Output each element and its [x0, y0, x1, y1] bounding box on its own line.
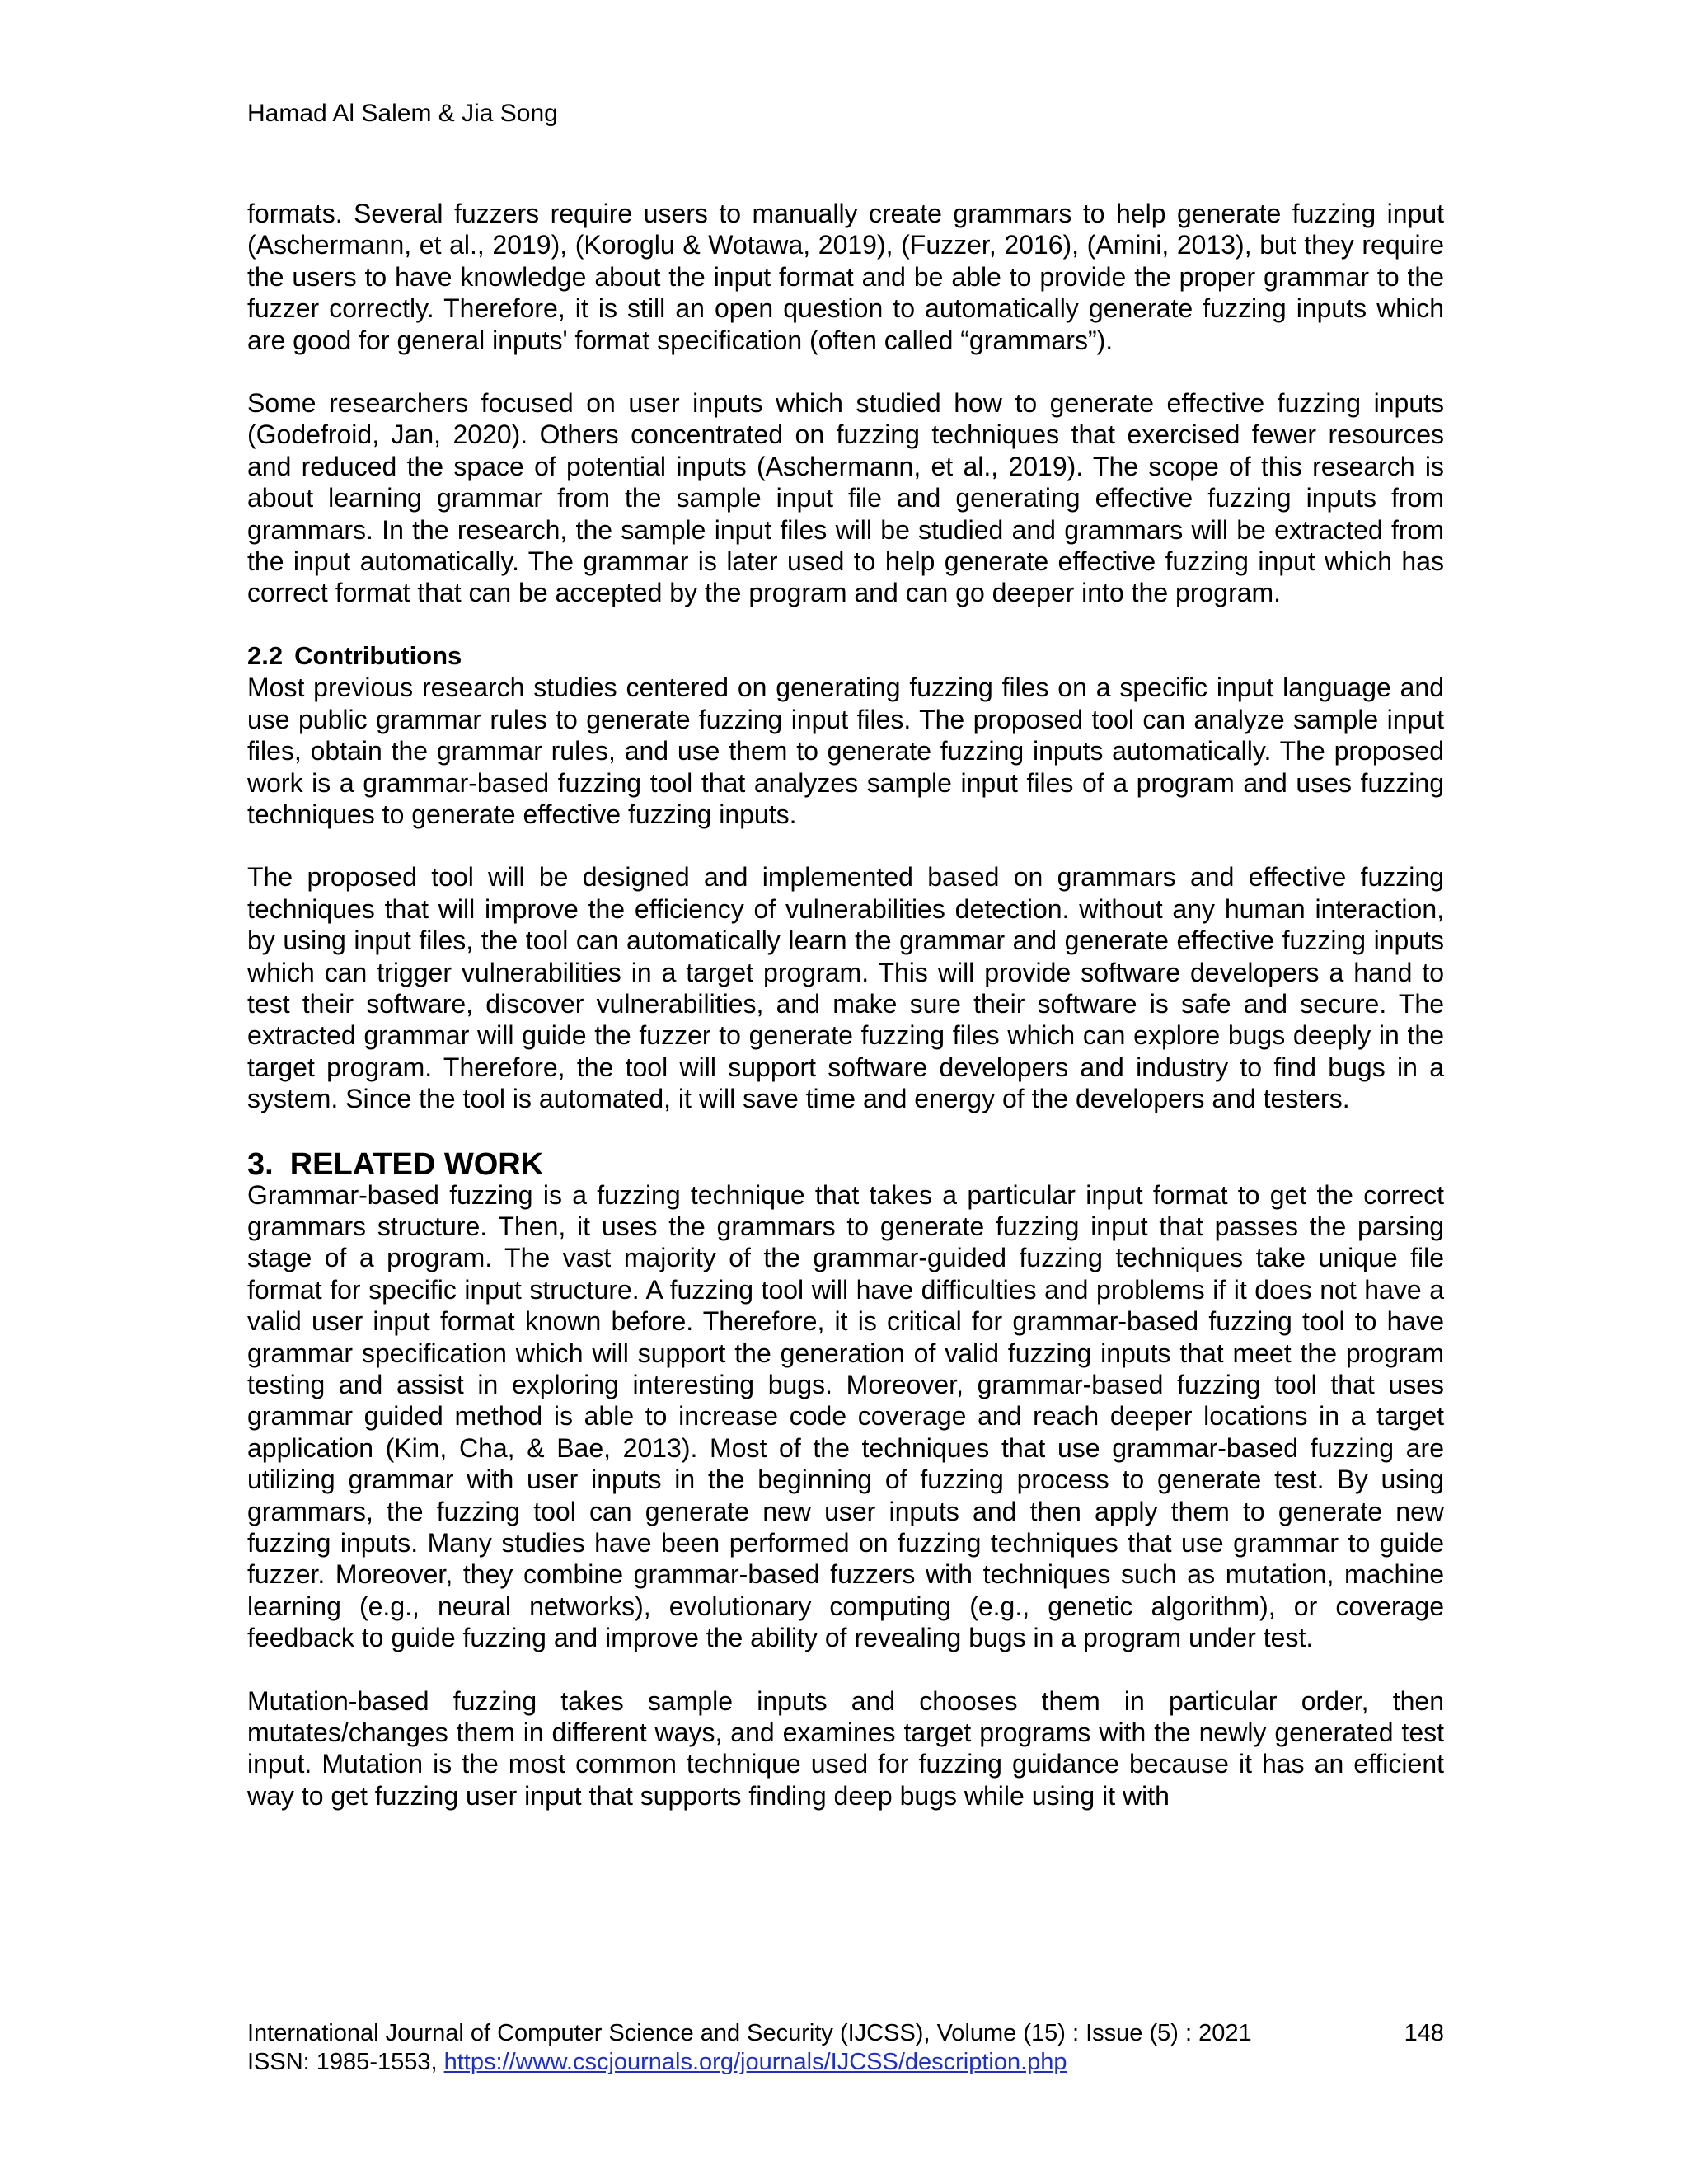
- footer-issn-line: [247, 2048, 1444, 2077]
- footer-journal-line: [247, 2019, 1444, 2048]
- page-number: 148: [1404, 2020, 1444, 2046]
- footer-journal: International Journal of Computer Science and Security (IJCSS), Volume (15) : Issue (5) : 2021: [247, 2020, 1252, 2046]
- section-heading: [247, 1146, 1444, 1183]
- body-paragraph: Mutation-based fuzzing takes sample inputs and chooses them in particular order, then mutates/changes them in different ways, and examines target programs with the newly generated test input. Mutation is the most common technique used for fuzzing guidance because it has an efficient way to get fuzzing user input that supports finding deep bugs while using it with: [247, 1685, 1444, 1811]
- footer-issn: ISSN: 1985-1553,: [247, 2049, 438, 2075]
- subsection-heading: [247, 640, 1444, 672]
- body-paragraph: Most previous research studies centered on generating fuzzing files on a specific input language and use public grammar rules to generate fuzzing input files. The proposed tool can analyze sample input files, obtain the grammar rules, and use them to generate fuzzing inputs automatically. The proposed work is a grammar-based fuzzing tool that analyzes sample input files of a program and uses fuzzing techniques to generate effective fuzzing inputs.: [247, 673, 1444, 829]
- page-body: [247, 198, 1444, 1843]
- running-header: Hamad Al Salem & Jia Song: [247, 100, 558, 127]
- page-footer: [247, 2019, 1444, 2077]
- body-paragraph: formats. Several fuzzers require users to manually create grammars to help generate fuzzing input (Aschermann, et al., 2019), (Koroglu & Wotawa, 2019), (Fuzzer, 2016), (Amini, 2013), but they require the users to have knowledge about the input format and be able to provide the proper grammar to the fuzzer correctly. Therefore, it is still an open question to automatically generate fuzzing inputs which are good for general inputs' format specification (often called “grammars”).: [247, 199, 1444, 355]
- journal-link[interactable]: https://www.cscjournals.org/journals/IJCSS/description.php: [443, 2049, 1067, 2075]
- section-title: RELATED WORK: [289, 1146, 544, 1182]
- body-paragraph: Grammar-based fuzzing is a fuzzing technique that takes a particular input format to get the correct grammars structure. Then, it uses the grammars to generate fuzzing input that passes the parsing stage of a program. The vast majority of the grammar-guided fuzzing techniques take unique file format for specific input structure. A fuzzing tool will have difficulties and problems if it does not have a valid user input format known before. Therefore, it is critical for grammar-based fuzzing tool to have grammar specification which will support the generation of valid fuzzing inputs that meet the program testing and assist in exploring interesting bugs. Moreover, grammar-based fuzzing tool that uses grammar guided method is able to increase code coverage and reach deeper locations in a target application (Kim, Cha, & Bae, 2013). Most of the techniques that use grammar-based fuzzing are utilizing grammar with user inputs in the beginning of fuzzing process to generate test. By using grammars, the fuzzing tool can generate new user inputs and then apply them to generate new fuzzing inputs. Many studies have been performed on fuzzing techniques that use grammar to guide fuzzer. Moreover, they combine grammar-based fuzzers with techniques such as mutation, machine learning (e.g., neural networks), evolutionary computing (e.g., genetic algorithm), or coverage feedback to guide fuzzing and improve the ability of revealing bugs in a program under test.: [247, 1179, 1444, 1653]
- body-paragraph: The proposed tool will be designed and implemented based on grammars and effective fuzzing techniques that will improve the efficiency of vulnerabilities detection. without any human interaction, by using input files, the tool can automatically learn the grammar and generate effective fuzzing inputs which can trigger vulnerabilities in a target program. This will provide software developers a hand to test their software, discover vulnerabilities, and make sure their software is safe and secure. The extracted grammar will guide the fuzzer to generate fuzzing files which can explore bugs deeply in the target program. Therefore, the tool will support software developers and industry to find bugs in a system. Since the tool is automated, it will save time and energy of the developers and testers.: [247, 862, 1444, 1114]
- section-number: 3.: [247, 1146, 274, 1182]
- subsection-number: 2.2: [247, 640, 284, 670]
- body-paragraph: Some researchers focused on user inputs which studied how to generate effective fuzzing inputs (Godefroid, Jan, 2020). Others concentrated on fuzzing techniques that exercised fewer resources and reduced the space of potential inputs (Aschermann, et al., 2019). The scope of this research is about learning grammar from the sample input file and generating effective fuzzing inputs from grammars. In the research, the sample input files will be studied and grammars will be extracted from the input automatically. The grammar is later used to help generate effective fuzzing input which has correct format that can be accepted by the program and can go deeper into the program.: [247, 388, 1444, 608]
- subsection-title: Contributions: [294, 640, 462, 670]
